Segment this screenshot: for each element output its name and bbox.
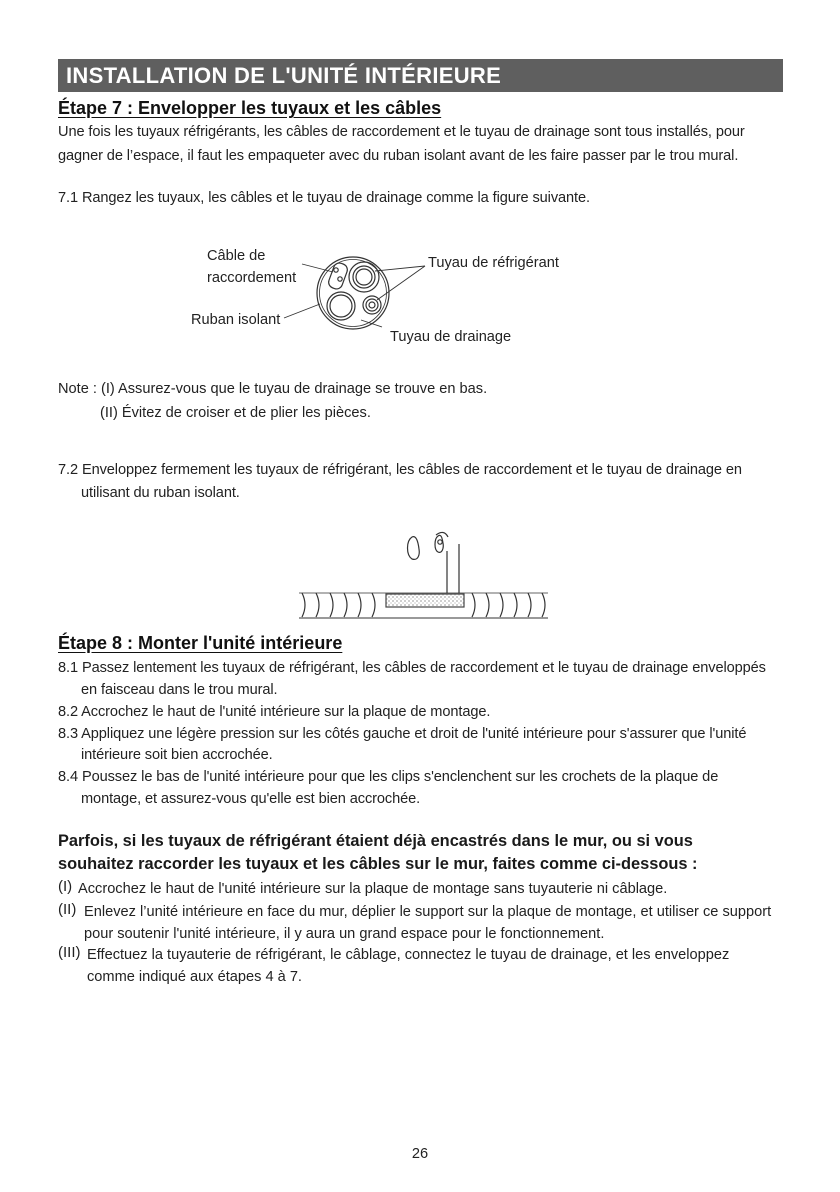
- step7-intro-line1: Une fois les tuyaux réfrigérants, les câbles de raccordement et le tuyau de drainage sont tous installés, pour: [58, 124, 745, 140]
- item-8-3-line2: intérieure soit bien accrochée.: [81, 747, 273, 763]
- item-7-2-line2: utilisant du ruban isolant.: [81, 485, 240, 501]
- alt-item-3-number: (III): [58, 944, 81, 961]
- alt-item-2-text-line2: pour soutenir l'unité intérieure, il y aura un grand espace pour le fonctionnement.: [84, 926, 605, 942]
- item-8-1-line2: en faisceau dans le trou mural.: [81, 682, 278, 698]
- alt-item-1-text: Accrochez le haut de l'unité intérieure sur la plaque de montage sans tuyauterie ni câblage.: [78, 881, 668, 897]
- alt-item-3-text-line2: comme indiqué aux étapes 4 à 7.: [87, 969, 302, 985]
- alt-item-3-text-line1: Effectuez la tuyauterie de réfrigérant, le câblage, connectez le tuyau de drainage, et les enveloppez: [87, 947, 730, 963]
- alt-heading-line1: Parfois, si les tuyaux de réfrigérant étaient déjà encastrés dans le mur, ou si vous: [58, 832, 693, 850]
- label-cable-line1: Câble de: [207, 248, 266, 264]
- item-8-4-line2: montage, et assurez-vous qu'elle est bien accrochée.: [81, 791, 421, 807]
- note-line2: (II) Évitez de croiser et de plier les pièces.: [100, 405, 371, 421]
- step8-title: Étape 8 : Monter l'unité intérieure: [58, 633, 343, 653]
- item-8-3-line1: 8.3 Appliquez une légère pression sur les côtés gauche et droit de l'unité intérieure pour s'assurer que l'unité: [58, 726, 747, 742]
- pipe-coil-left: [408, 537, 420, 560]
- alt-item-1-number: (I): [58, 878, 73, 895]
- note-line1: Note : (I) Assurez-vous que le tuyau de drainage se trouve en bas.: [58, 381, 488, 397]
- alt-item-2-text-line1: Enlevez l’unité intérieure en face du mur, déplier le support sur la plaque de montage, et utiliser ce support: [84, 904, 772, 920]
- alt-item-2-number: (II): [58, 901, 77, 918]
- item-8-2: 8.2 Accrochez le haut de l'unité intérieure sur la plaque de montage.: [58, 704, 491, 720]
- item-8-1-line1: 8.1 Passez lentement les tuyaux de réfrigérant, les câbles de raccordement et le tuyau de drainage enveloppés: [58, 660, 766, 676]
- page-number: 26: [411, 1146, 429, 1162]
- label-refrigerant: Tuyau de réfrigérant: [428, 255, 559, 271]
- step7-title: Étape 7 : Envelopper les tuyaux et les câbles: [58, 98, 442, 118]
- step7-intro-line2: gagner de l’espace, il faut les empaqueter avec du ruban isolant avant de les faire passer par le trou mural.: [58, 148, 739, 164]
- section-banner: INSTALLATION DE L'UNITÉ INTÉRIEURE: [58, 59, 783, 92]
- label-tape: Ruban isolant: [191, 312, 281, 328]
- alt-heading-line2: souhaitez raccorder les tuyaux et les câbles sur le mur, faites comme ci-dessous :: [58, 855, 698, 873]
- label-cable-line2: raccordement: [207, 270, 297, 286]
- tape-section: [386, 594, 464, 607]
- item-7-2-line1: 7.2 Enveloppez fermement les tuyaux de réfrigérant, les câbles de raccordement et le tuyau de drainage en: [58, 462, 742, 478]
- label-drain: Tuyau de drainage: [390, 329, 512, 345]
- item-7-1: 7.1 Rangez les tuyaux, les câbles et le tuyau de drainage comme la figure suivante.: [58, 190, 590, 206]
- item-8-4-line1: 8.4 Poussez le bas de l'unité intérieure pour que les clips s'enclenchent sur les crochets de la plaque de: [58, 769, 719, 785]
